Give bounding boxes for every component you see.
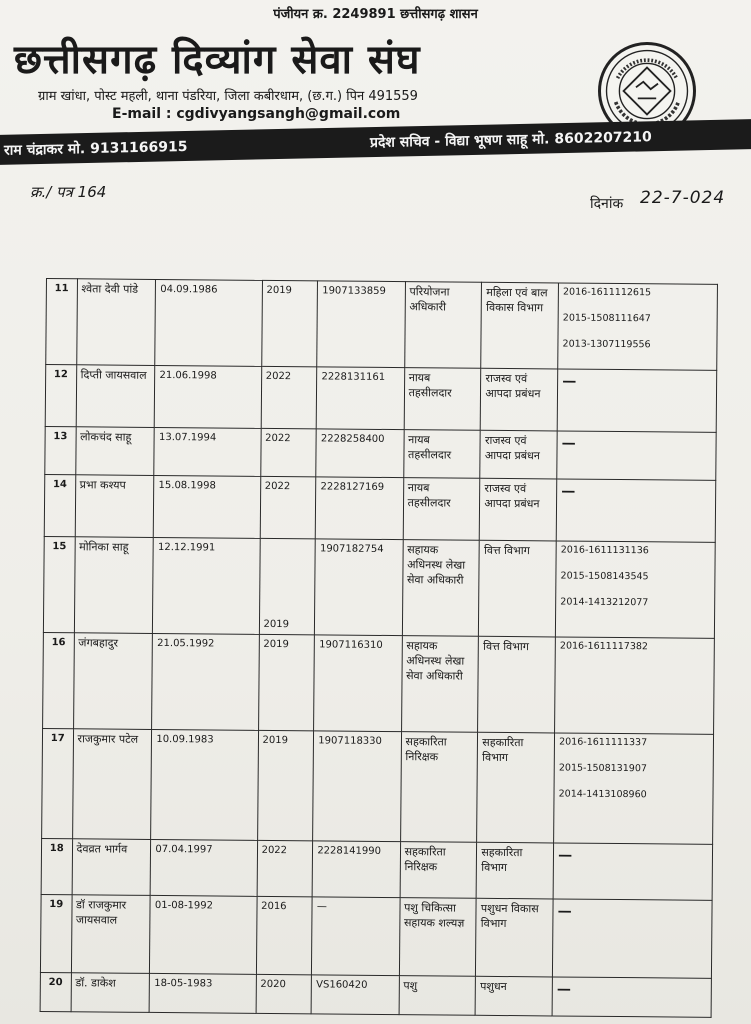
row-department: वित्त विभाग [479,540,557,637]
row-birth-date: 04.09.1986 [155,279,262,366]
row-codes [557,369,716,432]
row-id: 1907182754 [315,539,403,636]
row-code: 2015-1508111647 [562,312,651,325]
contact-left: राम चंद्राकर मो. 9131166915 [4,138,188,159]
row-name: लोकचंद साहू [75,427,154,476]
row-serial-number: 14 [44,474,75,536]
row-code: 2015-1508143545 [560,570,649,583]
row-year: 2022 [257,840,313,896]
row-birth-date: 10.09.1983 [151,729,258,840]
row-birth-date: 15.08.1998 [154,475,261,538]
row-codes [556,479,715,542]
row-department: वित्त विभाग [478,636,556,733]
row-code: — [561,435,576,452]
row-department: पशुधन विकास विभाग [476,898,553,977]
row-codes [558,283,718,370]
row-id: 1907133859 [317,281,405,368]
row-name: राजकुमार पटेल [72,729,152,840]
row-serial-number: 15 [43,536,74,632]
row-id: 2228141990 [312,841,400,898]
row-id: 2228258400 [316,429,404,478]
row-post: नायब तहसीलदार [404,368,481,431]
row-year: 2022 [260,428,316,476]
table-row [40,894,712,978]
row-code: 2016-1611131136 [560,544,649,557]
row-codes [557,431,716,480]
table-row [44,474,716,542]
row-code: 2016-1611112615 [562,286,652,299]
row-id: VS160420 [311,975,399,1015]
row-birth-date: 01-08-1992 [150,895,257,974]
row-year: 2019 [261,280,317,366]
row-birth-date: 13.07.1994 [154,427,261,476]
row-serial-number: 17 [42,728,73,838]
records-table [40,278,718,1018]
table-row [42,728,714,844]
row-year: 2020 [256,974,312,1013]
table-row [45,365,717,433]
row-serial-number: 11 [46,279,77,365]
row-code: 2014-1413108960 [558,788,647,800]
row-year: 2022 [261,366,317,428]
row-birth-date: 21.05.1992 [152,633,259,730]
row-serial-number: 19 [40,894,71,972]
row-code: — [558,847,573,864]
row-codes [556,541,716,638]
row-code: 2016-1611111337 [559,736,648,749]
registration-number: पंजीयन क्र. 2249891 छत्तीसगढ़ शासन [273,7,478,22]
row-post: पशु चिकित्सा सहायक शल्यज्ञ [399,898,476,977]
table-row [41,838,712,900]
row-name: प्रभा कश्यप [75,475,154,538]
row-post: परियोजना अधिकारी [404,282,482,369]
row-name: श्वेता देवी पांडे [76,279,156,366]
row-department: सहकारिता विभाग [476,842,553,899]
row-name: जंगबहादुर [73,633,153,730]
row-name: डॉ राजकुमार जायसवाल [71,895,151,974]
row-post: सहकारिता निरिक्षक [400,732,478,843]
row-year: 2019 [257,730,314,840]
row-post: नायब तहसीलदार [403,478,480,541]
row-codes [555,637,715,734]
row-name: दिप्ती जायसवाल [76,365,155,428]
row-code: — [557,903,572,920]
row-department: सहकारिता विभाग [477,732,555,843]
table-row [46,279,718,371]
date-label: दिनांक [590,196,624,212]
organization-address: ग्राम खांधा, पोस्ट महली, थाना पंडरिया, जिला कबीरधाम, (छ.ग.) पिन 491559 [38,89,418,104]
row-post: सहायक अधिनस्थ लेखा सेवा अधिकारी [402,540,480,637]
row-serial-number: 20 [40,972,71,1011]
row-post: पशु [399,976,476,1016]
row-code: 2014-1413212077 [560,596,649,608]
row-birth-date: 12.12.1991 [153,537,260,634]
row-serial-number: 18 [41,838,72,894]
row-post: नायब तहसीलदार [403,430,480,479]
row-id: 1907116310 [314,635,402,732]
row-serial-number: 13 [45,426,76,474]
row-department: महिला एवं बाल विकास विभाग [481,282,559,369]
row-department: पशुधन [475,976,552,1016]
table-row [45,426,716,480]
row-birth-date: 21.06.1998 [155,365,262,428]
row-codes [554,733,714,844]
row-year: 2016 [256,896,312,974]
row-birth-date: 07.04.1997 [150,839,257,896]
row-name: मोनिका साहू [74,537,154,634]
table-row [40,972,711,1017]
row-serial-number: 16 [43,632,74,728]
contact-band [0,119,751,165]
row-code: 2016-1611117382 [559,640,649,653]
row-birth-date: 18-05-1983 [149,973,256,1013]
date-value: 22-7-024 [640,188,726,208]
contact-right: प्रदेश सचिव - विद्या भूषण साहू मो. 8602207210 [370,129,652,152]
row-serial-number: 12 [45,365,76,427]
row-post: सहकारिता निरिक्षक [400,842,477,899]
table-row [43,632,715,734]
row-id: 1907118330 [313,731,401,842]
row-id: 2228131161 [317,367,405,430]
row-code: 2015-1508131907 [558,762,647,775]
row-codes [553,899,713,978]
row-codes [552,977,711,1017]
row-code: 2013-1307119556 [562,338,651,350]
table-row [43,536,715,638]
row-id: 2228127169 [316,477,404,540]
row-department: राजस्व एवं आपदा प्रबंधन [481,368,558,431]
row-year: 2022 [260,476,316,538]
row-code: — [556,981,572,998]
row-department: राजस्व एवं आपदा प्रबंधन [480,430,557,479]
row-code: — [561,483,576,500]
row-code: — [562,373,577,390]
organization-name: छत्तीसगढ़ दिव्यांग सेवा संघ [14,36,421,83]
row-id: — [312,897,400,976]
organization-email: E-mail : cgdivyangsangh@gmail.com [112,106,401,122]
row-codes [553,843,712,900]
row-name: डॉ. डाकेश [71,973,150,1013]
letter-reference: क्र./ पत्र 164 [30,183,107,201]
row-year: 2019 [258,634,315,730]
row-name: देवव्रत भार्गव [72,839,151,896]
row-department: राजस्व एवं आपदा प्रबंधन [480,478,557,541]
row-year: 2019 [259,538,316,634]
row-post: सहायक अधिनस्थ लेखा सेवा अधिकारी [401,636,479,733]
